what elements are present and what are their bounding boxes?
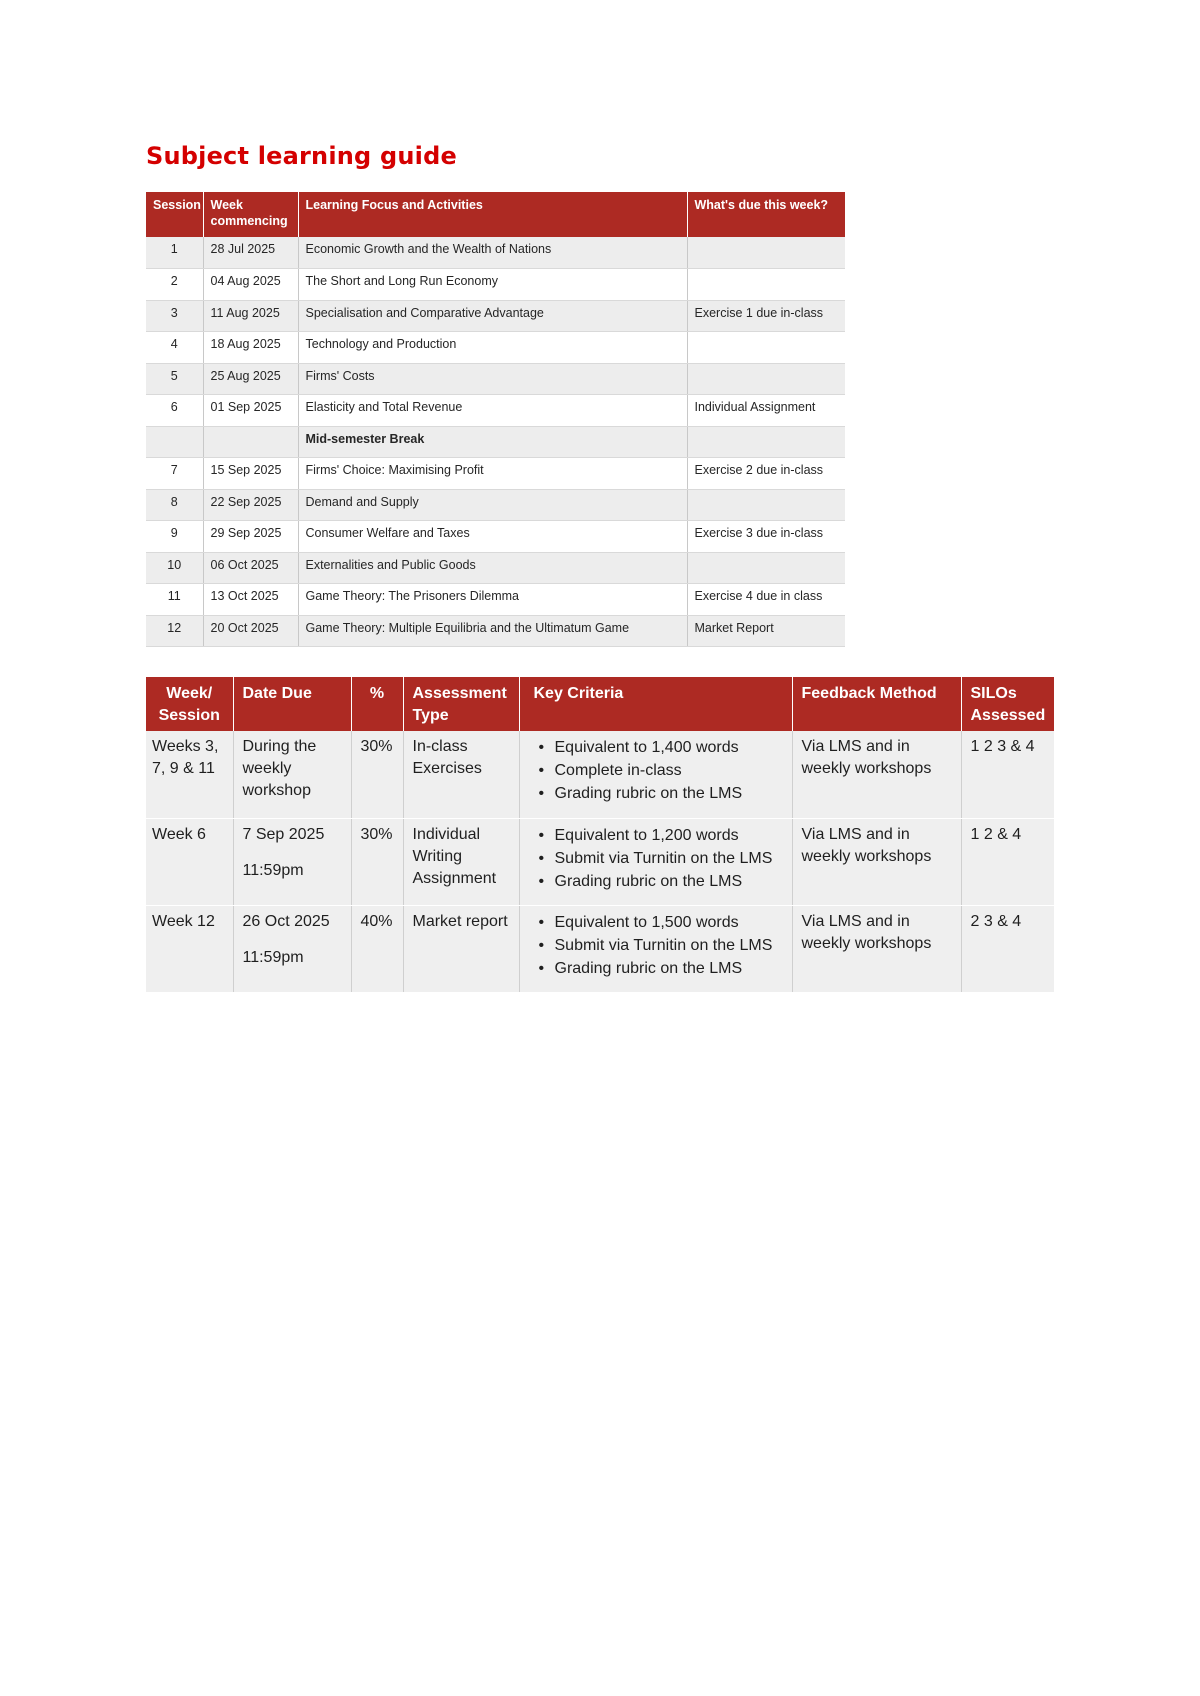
assessment-percent: 40% [351,905,403,992]
criteria-item: • Grading rubric on the LMS [555,870,783,893]
assessment-time: 11:59pm [242,948,304,966]
assessment-header-feedback: Feedback Method [792,677,961,731]
assessment-silos: 1 2 3 & 4 [961,731,1054,818]
criteria-item: • Grading rubric on the LMS [555,782,783,805]
criteria-item: • Submit via Turnitin on the LMS [555,934,783,957]
criteria-item: • Submit via Turnitin on the LMS [555,847,783,870]
due-item [687,426,845,458]
due-item: Exercise 4 due in class [687,584,845,616]
schedule-header-week: Week commencing [203,192,298,237]
criteria-item: • Grading rubric on the LMS [555,957,783,980]
session-number: 2 [146,269,203,301]
learning-focus: Firms' Costs [298,363,687,395]
schedule-header-row [146,192,845,237]
assessment-date-cell [233,905,351,992]
criteria-item: • Equivalent to 1,200 words [555,824,783,847]
week-commencing: 15 Sep 2025 [203,458,298,490]
assessment-header-silos [961,677,1054,731]
learning-focus: Mid-semester Break [298,426,687,458]
assessment-week: Week 12 [146,905,233,992]
assessment-type: In-class Exercises [403,731,519,818]
criteria-item: • Equivalent to 1,500 words [555,911,783,934]
assessment-row [146,731,1054,818]
assessment-type: Individual Writing Assignment [403,818,519,905]
assessment-feedback: Via LMS and in weekly workshops [792,818,961,905]
session-number: 8 [146,489,203,521]
assessment-week: Weeks 3, 7, 9 & 11 [146,731,233,818]
due-item: Exercise 1 due in-class [687,300,845,332]
week-commencing: 04 Aug 2025 [203,269,298,301]
assessment-criteria [519,905,792,992]
learning-focus: Consumer Welfare and Taxes [298,521,687,553]
header-text: Assessment [412,685,507,702]
session-number: 11 [146,584,203,616]
week-commencing: 18 Aug 2025 [203,332,298,364]
session-number: 12 [146,615,203,647]
learning-focus: Elasticity and Total Revenue [298,395,687,427]
week-commencing: 28 Jul 2025 [203,237,298,269]
assessment-table [146,677,1054,993]
week-commencing: 01 Sep 2025 [203,395,298,427]
schedule-row [146,363,845,395]
learning-focus: The Short and Long Run Economy [298,269,687,301]
session-number: 5 [146,363,203,395]
due-item [687,363,845,395]
schedule-row [146,552,845,584]
week-commencing: 11 Aug 2025 [203,300,298,332]
due-item [687,489,845,521]
learning-focus: Economic Growth and the Wealth of Nations [298,237,687,269]
session-number: 7 [146,458,203,490]
assessment-time: 11:59pm [242,861,304,879]
assessment-week: Week 6 [146,818,233,905]
criteria-list [529,736,783,805]
schedule-row [146,615,845,647]
session-number: 6 [146,395,203,427]
assessment-header-week [146,677,233,731]
session-number: 3 [146,300,203,332]
learning-focus: Firms' Choice: Maximising Profit [298,458,687,490]
week-commencing: 22 Sep 2025 [203,489,298,521]
schedule-header-focus: Learning Focus and Activities [298,192,687,237]
assessment-header-type [403,677,519,731]
schedule-row [146,521,845,553]
header-text: Assessed [970,707,1046,724]
learning-focus: Specialisation and Comparative Advantage [298,300,687,332]
assessment-header-date: Date Due [233,677,351,731]
due-item [687,237,845,269]
assessment-percent: 30% [351,818,403,905]
schedule-header-due: What's due this week? [687,192,845,237]
session-number: 9 [146,521,203,553]
header-text: Session [158,707,220,724]
assessment-silos: 1 2 & 4 [961,818,1054,905]
schedule-row [146,489,845,521]
schedule-table [146,192,845,647]
schedule-row [146,332,845,364]
week-commencing: 06 Oct 2025 [203,552,298,584]
assessment-row [146,905,1054,992]
assessment-header-percent: % [351,677,403,731]
week-commencing: 25 Aug 2025 [203,363,298,395]
assessment-header-criteria: Key Criteria [519,677,792,731]
schedule-row [146,584,845,616]
criteria-item: • Complete in-class [555,759,783,782]
assessment-percent: 30% [351,731,403,818]
criteria-list [529,911,783,980]
assessment-criteria [519,818,792,905]
assessment-date: 7 Sep 2025 [242,825,325,843]
due-item: Exercise 2 due in-class [687,458,845,490]
due-item: Exercise 3 due in-class [687,521,845,553]
assessment-type: Market report [403,905,519,992]
assessment-date: During the weekly workshop [233,731,351,818]
session-number: 4 [146,332,203,364]
page-title: Subject learning guide [146,142,457,170]
schedule-row [146,237,845,269]
criteria-list [529,824,783,893]
week-commencing: 29 Sep 2025 [203,521,298,553]
assessment-header-row [146,677,1054,731]
due-item [687,269,845,301]
due-item [687,332,845,364]
learning-focus: Game Theory: The Prisoners Dilemma [298,584,687,616]
assessment-criteria [519,731,792,818]
assessment-date-cell [233,818,351,905]
learning-focus: Technology and Production [298,332,687,364]
assessment-feedback: Via LMS and in weekly workshops [792,731,961,818]
assessment-row [146,818,1054,905]
schedule-row [146,269,845,301]
learning-focus: Demand and Supply [298,489,687,521]
criteria-item: • Equivalent to 1,400 words [555,736,783,759]
assessment-feedback: Via LMS and in weekly workshops [792,905,961,992]
schedule-row [146,395,845,427]
learning-focus: Externalities and Public Goods [298,552,687,584]
session-number: 10 [146,552,203,584]
header-text: Week/ [166,685,213,702]
due-item [687,552,845,584]
header-text: SILOs [970,685,1017,702]
week-commencing [203,426,298,458]
due-item: Individual Assignment [687,395,845,427]
header-text: Type [412,707,449,724]
session-number: 1 [146,237,203,269]
assessment-silos: 2 3 & 4 [961,905,1054,992]
week-commencing: 20 Oct 2025 [203,615,298,647]
assessment-date: 26 Oct 2025 [242,912,330,930]
schedule-row [146,458,845,490]
session-number [146,426,203,458]
due-item: Market Report [687,615,845,647]
week-commencing: 13 Oct 2025 [203,584,298,616]
schedule-row [146,300,845,332]
schedule-header-session: Session [146,192,203,237]
learning-focus: Game Theory: Multiple Equilibria and the Ultimatum Game [298,615,687,647]
schedule-row-break [146,426,845,458]
